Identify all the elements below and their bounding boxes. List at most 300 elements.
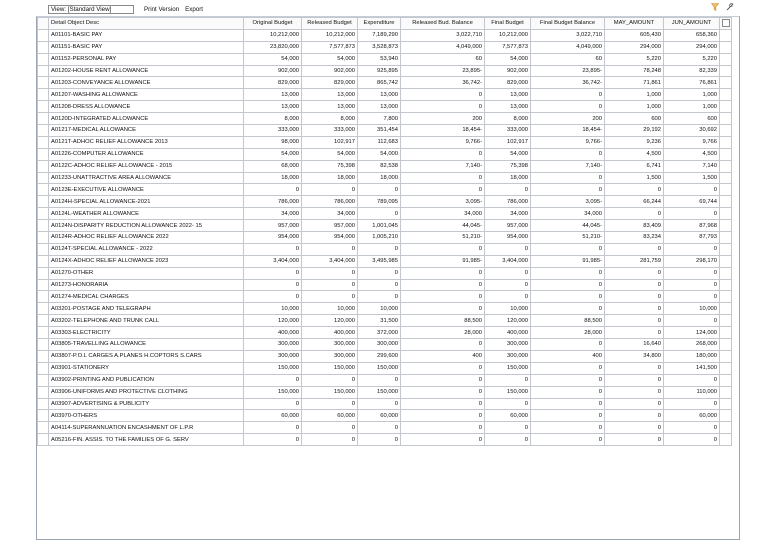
- table-row[interactable]: [38, 220, 732, 232]
- cell-amount: 0: [401, 267, 485, 279]
- cell-amount: 54,000: [302, 148, 358, 160]
- cell-desc: A01273-HONORARIA: [49, 279, 244, 291]
- cell-amount: 0: [244, 243, 302, 255]
- row-end-cell: [720, 208, 732, 220]
- cell-amount: 71,861: [605, 77, 664, 89]
- cell-amount: 54,000: [358, 148, 401, 160]
- cell-amount: 3,095-: [531, 196, 605, 208]
- cell-amount: 34,000: [401, 208, 485, 220]
- cell-amount: 300,000: [302, 350, 358, 362]
- cell-amount: 7,577,873: [302, 41, 358, 53]
- table-row[interactable]: [38, 303, 732, 315]
- cell-amount: 60,000: [485, 410, 531, 422]
- cell-amount: 294,000: [664, 41, 720, 53]
- cell-amount: 4,500: [605, 148, 664, 160]
- row-selector[interactable]: [38, 434, 49, 446]
- row-end-cell: [720, 315, 732, 327]
- cell-amount: 0: [531, 422, 605, 434]
- cell-amount: 60,000: [302, 410, 358, 422]
- cell-amount: 8,000: [244, 113, 302, 125]
- cell-amount: 0: [531, 291, 605, 303]
- cell-amount: 7,140-: [531, 160, 605, 172]
- row-end-cell: [720, 398, 732, 410]
- row-selector[interactable]: [38, 136, 49, 148]
- filter-icon[interactable]: [711, 3, 719, 11]
- cell-amount: 10,212,000: [485, 29, 531, 41]
- cell-amount: 0: [358, 243, 401, 255]
- cell-amount: 902,000: [302, 65, 358, 77]
- table-row[interactable]: [38, 422, 732, 434]
- row-end-cell: [720, 184, 732, 196]
- row-selector[interactable]: [38, 339, 49, 351]
- cell-amount: 75,398: [485, 160, 531, 172]
- cell-amount: 0: [605, 434, 664, 446]
- cell-amount: 10,212,000: [302, 29, 358, 41]
- row-end-cell: [720, 136, 732, 148]
- view-select[interactable]: [48, 5, 134, 14]
- cell-amount: 0: [531, 101, 605, 113]
- table-row[interactable]: [38, 362, 732, 374]
- cell-amount: 0: [605, 303, 664, 315]
- row-selector[interactable]: [38, 184, 49, 196]
- cell-amount: 82,538: [358, 160, 401, 172]
- table-row[interactable]: [38, 160, 732, 172]
- col-header-released-balance[interactable]: Released Bud. Balance: [401, 18, 485, 30]
- table-row[interactable]: [38, 243, 732, 255]
- table-row[interactable]: [38, 101, 732, 113]
- cell-amount: 150,000: [358, 362, 401, 374]
- cell-amount: 112,683: [358, 136, 401, 148]
- cell-amount: 7,800: [358, 113, 401, 125]
- table-row[interactable]: [38, 339, 732, 351]
- row-selector[interactable]: [38, 53, 49, 65]
- cell-amount: 124,000: [664, 327, 720, 339]
- row-selector[interactable]: [38, 89, 49, 101]
- cell-amount: 8,000: [302, 113, 358, 125]
- cell-amount: 29,192: [605, 125, 664, 137]
- row-selector[interactable]: [38, 267, 49, 279]
- row-selector[interactable]: [38, 362, 49, 374]
- cell-amount: 0: [358, 374, 401, 386]
- cell-amount: 30,692: [664, 125, 720, 137]
- row-selector[interactable]: [38, 101, 49, 113]
- cell-amount: 150,000: [244, 362, 302, 374]
- cell-desc: A01217-MEDICAL ALLOWANCE: [49, 125, 244, 137]
- cell-amount: 0: [664, 315, 720, 327]
- cell-amount: 7,140: [664, 160, 720, 172]
- cell-amount: 13,000: [358, 101, 401, 113]
- row-selector[interactable]: [38, 160, 49, 172]
- cell-amount: 0: [401, 303, 485, 315]
- row-selector[interactable]: [38, 65, 49, 77]
- row-selector[interactable]: [38, 291, 49, 303]
- cell-amount: 0: [401, 101, 485, 113]
- col-header-desc[interactable]: Detail Object Desc: [49, 18, 244, 30]
- col-header-may-amount[interactable]: MAY_AMOUNT: [605, 18, 664, 30]
- col-header-original-budget[interactable]: Original Budget: [244, 18, 302, 30]
- cell-amount: 1,500: [605, 172, 664, 184]
- cell-amount: 0: [531, 374, 605, 386]
- cell-amount: 10,000: [358, 303, 401, 315]
- table-row[interactable]: [38, 327, 732, 339]
- row-selector[interactable]: [38, 208, 49, 220]
- cell-amount: 0: [531, 303, 605, 315]
- table-row[interactable]: [38, 184, 732, 196]
- cell-amount: 0: [358, 208, 401, 220]
- cell-amount: 13,000: [302, 101, 358, 113]
- cell-amount: 789,095: [358, 196, 401, 208]
- table-row[interactable]: [38, 113, 732, 125]
- row-end-cell: [720, 243, 732, 255]
- row-selector[interactable]: [38, 422, 49, 434]
- row-end-cell: [720, 410, 732, 422]
- cell-amount: 60: [531, 53, 605, 65]
- cell-amount: 200: [531, 113, 605, 125]
- cell-amount: 150,000: [358, 386, 401, 398]
- cell-amount: 0: [244, 267, 302, 279]
- cell-amount: 865,742: [358, 77, 401, 89]
- cell-amount: 0: [401, 422, 485, 434]
- cell-amount: 36,742-: [401, 77, 485, 89]
- row-selector[interactable]: [38, 77, 49, 89]
- table-row[interactable]: [38, 89, 732, 101]
- row-end-cell: [720, 279, 732, 291]
- cell-amount: 333,000: [302, 125, 358, 137]
- row-end-cell: [720, 113, 732, 125]
- cell-amount: 0: [485, 279, 531, 291]
- cell-amount: 87,793: [664, 232, 720, 244]
- cell-amount: 13,000: [358, 89, 401, 101]
- cell-amount: 10,000: [664, 303, 720, 315]
- cell-amount: 0: [664, 267, 720, 279]
- table-row[interactable]: [38, 267, 732, 279]
- table-row[interactable]: [38, 148, 732, 160]
- cell-amount: 300,000: [485, 339, 531, 351]
- cell-desc: A0121T-ADHOC RELIEF ALLOWANCE 2013: [49, 136, 244, 148]
- cell-desc: A03901-STATIONERY: [49, 362, 244, 374]
- cell-amount: 54,000: [244, 148, 302, 160]
- table-row[interactable]: [38, 410, 732, 422]
- cell-amount: 0: [664, 422, 720, 434]
- row-selector[interactable]: [38, 196, 49, 208]
- cell-amount: 0: [302, 243, 358, 255]
- cell-amount: 60: [401, 53, 485, 65]
- cell-amount: 0: [531, 410, 605, 422]
- cell-amount: 400: [401, 350, 485, 362]
- cell-amount: 0: [244, 434, 302, 446]
- cell-amount: 34,000: [485, 208, 531, 220]
- cell-amount: 0: [605, 422, 664, 434]
- cell-amount: 9,236: [605, 136, 664, 148]
- table-row[interactable]: [38, 386, 732, 398]
- cell-amount: 0: [401, 148, 485, 160]
- cell-amount: 786,000: [302, 196, 358, 208]
- cell-desc: A03970-OTHERS: [49, 410, 244, 422]
- cell-amount: 0: [531, 398, 605, 410]
- row-selector[interactable]: [38, 220, 49, 232]
- cell-amount: 294,000: [605, 41, 664, 53]
- cell-amount: 300,000: [358, 339, 401, 351]
- cell-amount: 0: [358, 184, 401, 196]
- cell-amount: 954,000: [302, 232, 358, 244]
- cell-amount: 829,000: [244, 77, 302, 89]
- print-version-link[interactable]: Print Version: [144, 5, 180, 13]
- table-row[interactable]: [38, 41, 732, 53]
- cell-amount: 0: [605, 184, 664, 196]
- cell-amount: 88,500: [531, 315, 605, 327]
- table-row[interactable]: [38, 434, 732, 446]
- table-row[interactable]: [38, 65, 732, 77]
- cell-amount: 18,000: [358, 172, 401, 184]
- table-row[interactable]: [38, 279, 732, 291]
- col-header-final-balance[interactable]: Final Budget Balance: [531, 18, 605, 30]
- row-selector[interactable]: [38, 243, 49, 255]
- cell-amount: 957,000: [485, 220, 531, 232]
- cell-amount: 66,244: [605, 196, 664, 208]
- cell-amount: 957,000: [244, 220, 302, 232]
- cell-amount: 0: [401, 243, 485, 255]
- select-all-checkbox[interactable]: [720, 18, 732, 30]
- cell-amount: 0: [358, 291, 401, 303]
- cell-amount: 0: [531, 279, 605, 291]
- cell-amount: 298,170: [664, 255, 720, 267]
- cell-amount: 1,005,210: [358, 232, 401, 244]
- row-end-cell: [720, 339, 732, 351]
- cell-amount: 829,000: [302, 77, 358, 89]
- cell-desc: A03201-POSTAGE AND TELEGRAPH: [49, 303, 244, 315]
- cell-amount: 0: [531, 339, 605, 351]
- cell-amount: 351,454: [358, 125, 401, 137]
- row-selector[interactable]: [38, 232, 49, 244]
- cell-amount: 120,000: [244, 315, 302, 327]
- export-link[interactable]: Export: [185, 5, 203, 13]
- table-row[interactable]: [38, 232, 732, 244]
- row-selector[interactable]: [38, 172, 49, 184]
- cell-amount: 0: [531, 148, 605, 160]
- cell-amount: 0: [401, 386, 485, 398]
- row-selector[interactable]: [38, 125, 49, 137]
- cell-amount: 13,000: [485, 101, 531, 113]
- cell-amount: 0: [605, 327, 664, 339]
- cell-amount: 120,000: [485, 315, 531, 327]
- table-row[interactable]: [38, 136, 732, 148]
- cell-amount: 0: [302, 184, 358, 196]
- cell-amount: 75,398: [302, 160, 358, 172]
- cell-amount: 44,045-: [401, 220, 485, 232]
- cell-amount: 23,895-: [401, 65, 485, 77]
- cell-desc: A05216-FIN. ASSIS. TO THE FAMILIES OF G. SERV: [49, 434, 244, 446]
- row-selector[interactable]: [38, 374, 49, 386]
- cell-amount: 4,500: [664, 148, 720, 160]
- row-selector[interactable]: [38, 303, 49, 315]
- cell-amount: 0: [244, 291, 302, 303]
- cell-amount: 3,404,000: [244, 255, 302, 267]
- cell-amount: 4,049,000: [401, 41, 485, 53]
- cell-amount: 0: [401, 374, 485, 386]
- row-end-cell: [720, 350, 732, 362]
- cell-amount: 0: [244, 184, 302, 196]
- cell-desc: A0124T-SPECIAL ALLOWANCE - 2022: [49, 243, 244, 255]
- row-end-cell: [720, 362, 732, 374]
- cell-amount: 34,000: [244, 208, 302, 220]
- table-row[interactable]: [38, 255, 732, 267]
- cell-amount: 0: [605, 315, 664, 327]
- table-row[interactable]: [38, 350, 732, 362]
- cell-amount: 0: [302, 374, 358, 386]
- cell-amount: 7,189,290: [358, 29, 401, 41]
- col-header-jun-amount[interactable]: JUN_AMOUNT: [664, 18, 720, 30]
- row-end-cell: [720, 386, 732, 398]
- cell-amount: 3,495,985: [358, 255, 401, 267]
- cell-amount: 1,001,045: [358, 220, 401, 232]
- cell-amount: 400: [531, 350, 605, 362]
- cell-amount: 13,000: [244, 101, 302, 113]
- cell-amount: 1,000: [605, 89, 664, 101]
- row-selector[interactable]: [38, 279, 49, 291]
- cell-amount: 300,000: [244, 350, 302, 362]
- cell-amount: 28,000: [401, 327, 485, 339]
- row-selector[interactable]: [38, 398, 49, 410]
- row-selector[interactable]: [38, 386, 49, 398]
- table-row[interactable]: [38, 291, 732, 303]
- col-header-released-budget[interactable]: Released Budget: [302, 18, 358, 30]
- cell-amount: 54,000: [302, 53, 358, 65]
- cell-amount: 333,000: [485, 125, 531, 137]
- cell-amount: 3,022,710: [401, 29, 485, 41]
- cell-amount: 0: [531, 89, 605, 101]
- col-header-final-budget[interactable]: Final Budget: [485, 18, 531, 30]
- row-end-cell: [720, 65, 732, 77]
- row-end-cell: [720, 101, 732, 113]
- cell-amount: 36,742-: [531, 77, 605, 89]
- cell-desc: A03902-PRINTING AND PUBLICATION: [49, 374, 244, 386]
- cell-amount: 34,000: [302, 208, 358, 220]
- cell-amount: 0: [485, 374, 531, 386]
- row-selector[interactable]: [38, 255, 49, 267]
- cell-amount: 34,800: [605, 350, 664, 362]
- cell-amount: 0: [531, 362, 605, 374]
- wrench-icon[interactable]: [726, 3, 734, 11]
- cell-amount: 91,985-: [401, 255, 485, 267]
- cell-amount: 333,000: [244, 125, 302, 137]
- cell-amount: 0: [358, 279, 401, 291]
- row-selector[interactable]: [38, 29, 49, 41]
- row-end-cell: [720, 172, 732, 184]
- row-end-cell: [720, 160, 732, 172]
- cell-desc: A03907-ADVERTISING & PUBLICITY: [49, 398, 244, 410]
- cell-desc: A0122C-ADHOC RELIEF ALLOWANCE - 2015: [49, 160, 244, 172]
- cell-amount: 0: [485, 422, 531, 434]
- cell-amount: 1,000: [664, 101, 720, 113]
- table-row[interactable]: [38, 53, 732, 65]
- cell-amount: 54,000: [244, 53, 302, 65]
- table-row[interactable]: [38, 125, 732, 137]
- table-row[interactable]: [38, 315, 732, 327]
- table-row[interactable]: [38, 208, 732, 220]
- cell-amount: 18,454-: [531, 125, 605, 137]
- row-selector[interactable]: [38, 327, 49, 339]
- cell-amount: 281,759: [605, 255, 664, 267]
- table-row[interactable]: [38, 172, 732, 184]
- cell-amount: 0: [302, 434, 358, 446]
- cell-amount: 0: [358, 422, 401, 434]
- cell-amount: 0: [485, 434, 531, 446]
- cell-desc: A01101-BASIC PAY: [49, 29, 244, 41]
- cell-amount: 786,000: [485, 196, 531, 208]
- row-selector[interactable]: [38, 41, 49, 53]
- cell-amount: 829,000: [485, 77, 531, 89]
- cell-amount: 605,430: [605, 29, 664, 41]
- cell-amount: 91,985-: [531, 255, 605, 267]
- table-row[interactable]: [38, 196, 732, 208]
- cell-amount: 0: [605, 374, 664, 386]
- cell-amount: 658,360: [664, 29, 720, 41]
- cell-amount: 200: [401, 113, 485, 125]
- cell-amount: 0: [485, 291, 531, 303]
- table-row[interactable]: [38, 77, 732, 89]
- budget-table: [37, 17, 732, 446]
- cell-desc: A03805-TRAVELLING ALLOWANCE: [49, 339, 244, 351]
- cell-amount: 69,744: [664, 196, 720, 208]
- row-selector[interactable]: [38, 113, 49, 125]
- cell-amount: 6,741: [605, 160, 664, 172]
- cell-amount: 28,000: [531, 327, 605, 339]
- cell-amount: 18,000: [485, 172, 531, 184]
- cell-amount: 0: [605, 398, 664, 410]
- cell-amount: 83,409: [605, 220, 664, 232]
- cell-desc: A0124R-ADHOC RELIEF ALLOWANCE 2022: [49, 232, 244, 244]
- row-selector[interactable]: [38, 148, 49, 160]
- cell-amount: 18,000: [244, 172, 302, 184]
- cell-amount: 0: [664, 434, 720, 446]
- cell-amount: 0: [664, 374, 720, 386]
- cell-amount: 0: [302, 422, 358, 434]
- cell-amount: 0: [302, 267, 358, 279]
- cell-amount: 53,940: [358, 53, 401, 65]
- table-row[interactable]: [38, 374, 732, 386]
- table-row[interactable]: [38, 398, 732, 410]
- row-selector[interactable]: [38, 350, 49, 362]
- cell-amount: 0: [244, 422, 302, 434]
- row-end-cell: [720, 220, 732, 232]
- cell-amount: 7,577,873: [485, 41, 531, 53]
- cell-desc: A0124N-DISPARITY REDUCTION ALLOWANCE 2022- 15: [49, 220, 244, 232]
- cell-amount: 110,000: [664, 386, 720, 398]
- cell-amount: 0: [244, 374, 302, 386]
- table-row[interactable]: [38, 29, 732, 41]
- cell-amount: 76,861: [664, 77, 720, 89]
- col-header-expenditure[interactable]: Expenditure: [358, 18, 401, 30]
- row-end-cell: [720, 29, 732, 41]
- cell-amount: 372,000: [358, 327, 401, 339]
- cell-amount: 0: [605, 410, 664, 422]
- cell-amount: 9,766-: [401, 136, 485, 148]
- row-end-cell: [720, 291, 732, 303]
- row-selector[interactable]: [38, 315, 49, 327]
- cell-amount: 0: [664, 398, 720, 410]
- cell-amount: 0: [664, 208, 720, 220]
- cell-desc: A01202-HOUSE RENT ALLOWANCE: [49, 65, 244, 77]
- cell-amount: 0: [531, 386, 605, 398]
- cell-desc: A0124X-ADHOC RELIEF ALLOWANCE 2023: [49, 255, 244, 267]
- cell-amount: 0: [358, 398, 401, 410]
- cell-desc: A01208-DRESS ALLOWANCE: [49, 101, 244, 113]
- row-end-cell: [720, 125, 732, 137]
- cell-amount: 0: [485, 184, 531, 196]
- cell-desc: A01152-PERSONAL PAY: [49, 53, 244, 65]
- cell-amount: 400,000: [244, 327, 302, 339]
- row-selector[interactable]: [38, 410, 49, 422]
